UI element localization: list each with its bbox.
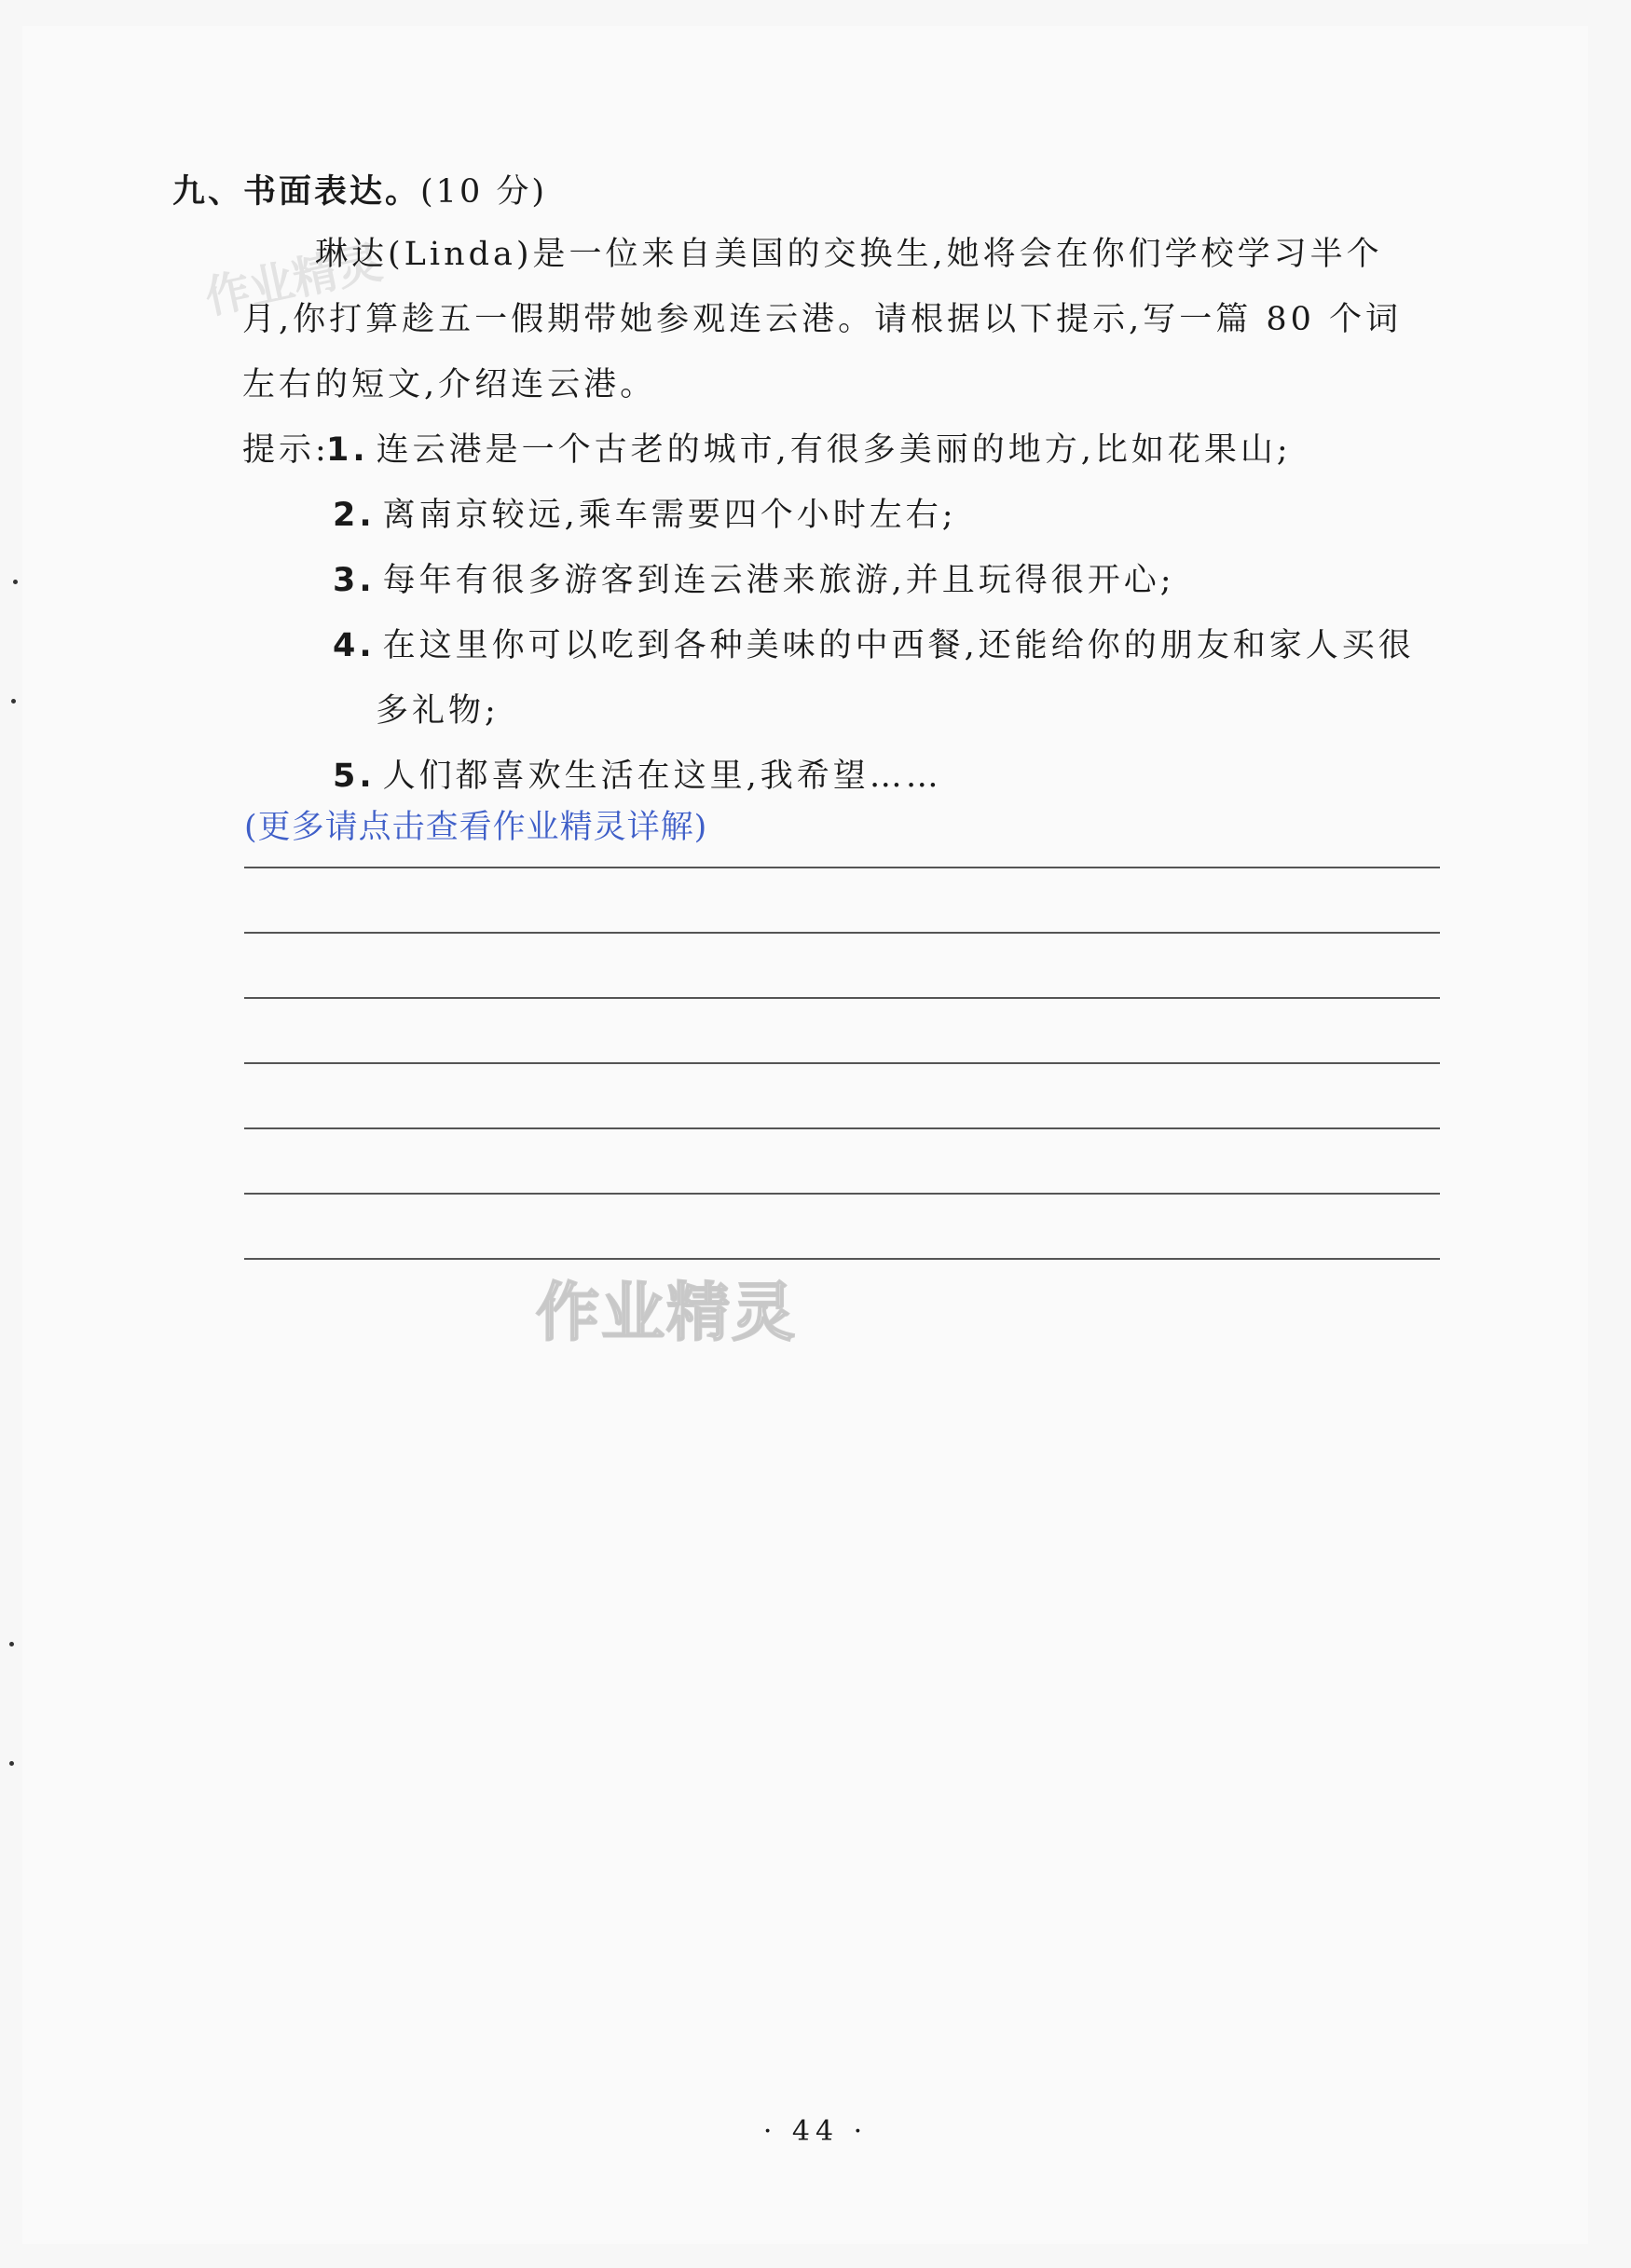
hint-item-5 xyxy=(333,744,942,809)
section-title: 九、书面表达。 xyxy=(172,173,421,211)
hint-text: 每年有很多游客到连云港来旅游,并且玩得很开心; xyxy=(382,562,1175,599)
hint-number: 4. xyxy=(333,627,376,664)
view-solution-link[interactable]: (更多请点击查看作业精灵详解) xyxy=(244,809,708,846)
hint-item-4-continuation: 多礼物; xyxy=(376,692,500,730)
section-heading xyxy=(172,166,547,212)
watermark-small: 作业精灵 xyxy=(200,236,387,325)
hint-number: 5. xyxy=(333,758,376,795)
writing-line[interactable] xyxy=(244,1127,1440,1129)
scan-speck xyxy=(11,699,16,704)
hint-number: 3. xyxy=(333,562,376,599)
hints-label: 提示: xyxy=(242,431,330,469)
hint-item-1 xyxy=(326,417,1292,483)
hint-item-4 xyxy=(333,613,1415,678)
prompt-line-3: 左右的短文,介绍连云港。 xyxy=(242,366,657,403)
writing-line[interactable] xyxy=(244,867,1440,868)
hint-text: 连云港是一个古老的城市,有很多美丽的地方,比如花果山; xyxy=(376,431,1292,469)
section-score: (10 分) xyxy=(420,173,547,211)
watermark-large: 作业精灵 xyxy=(536,1277,798,1350)
hint-item-3 xyxy=(333,548,1175,613)
scan-speck xyxy=(9,1642,14,1646)
hint-number: 2. xyxy=(333,497,376,534)
hint-text: 在这里你可以吃到各种美味的中西餐,还能给你的朋友和家人买很 xyxy=(382,627,1415,664)
writing-line[interactable] xyxy=(244,932,1440,934)
writing-line[interactable] xyxy=(244,997,1440,999)
hint-number: 1. xyxy=(326,431,369,469)
prompt-line-2: 月,你打算趁五一假期带她参观连云港。请根据以下提示,写一篇 80 个词 xyxy=(242,301,1403,338)
prompt-line-1: 琳达(Linda)是一位来自美国的交换生,她将会在你们学校学习半个 xyxy=(315,236,1383,273)
hint-text: 人们都喜欢生活在这里,我希望…… xyxy=(382,758,942,795)
hint-item-2 xyxy=(333,483,957,548)
scan-speck xyxy=(13,580,18,584)
hint-text: 离南京较远,乘车需要四个小时左右; xyxy=(382,497,957,534)
page-number: · 44 · xyxy=(762,2115,869,2148)
writing-line[interactable] xyxy=(244,1193,1440,1195)
writing-line[interactable] xyxy=(244,1258,1440,1260)
scan-speck xyxy=(9,1761,14,1766)
writing-line[interactable] xyxy=(244,1062,1440,1064)
